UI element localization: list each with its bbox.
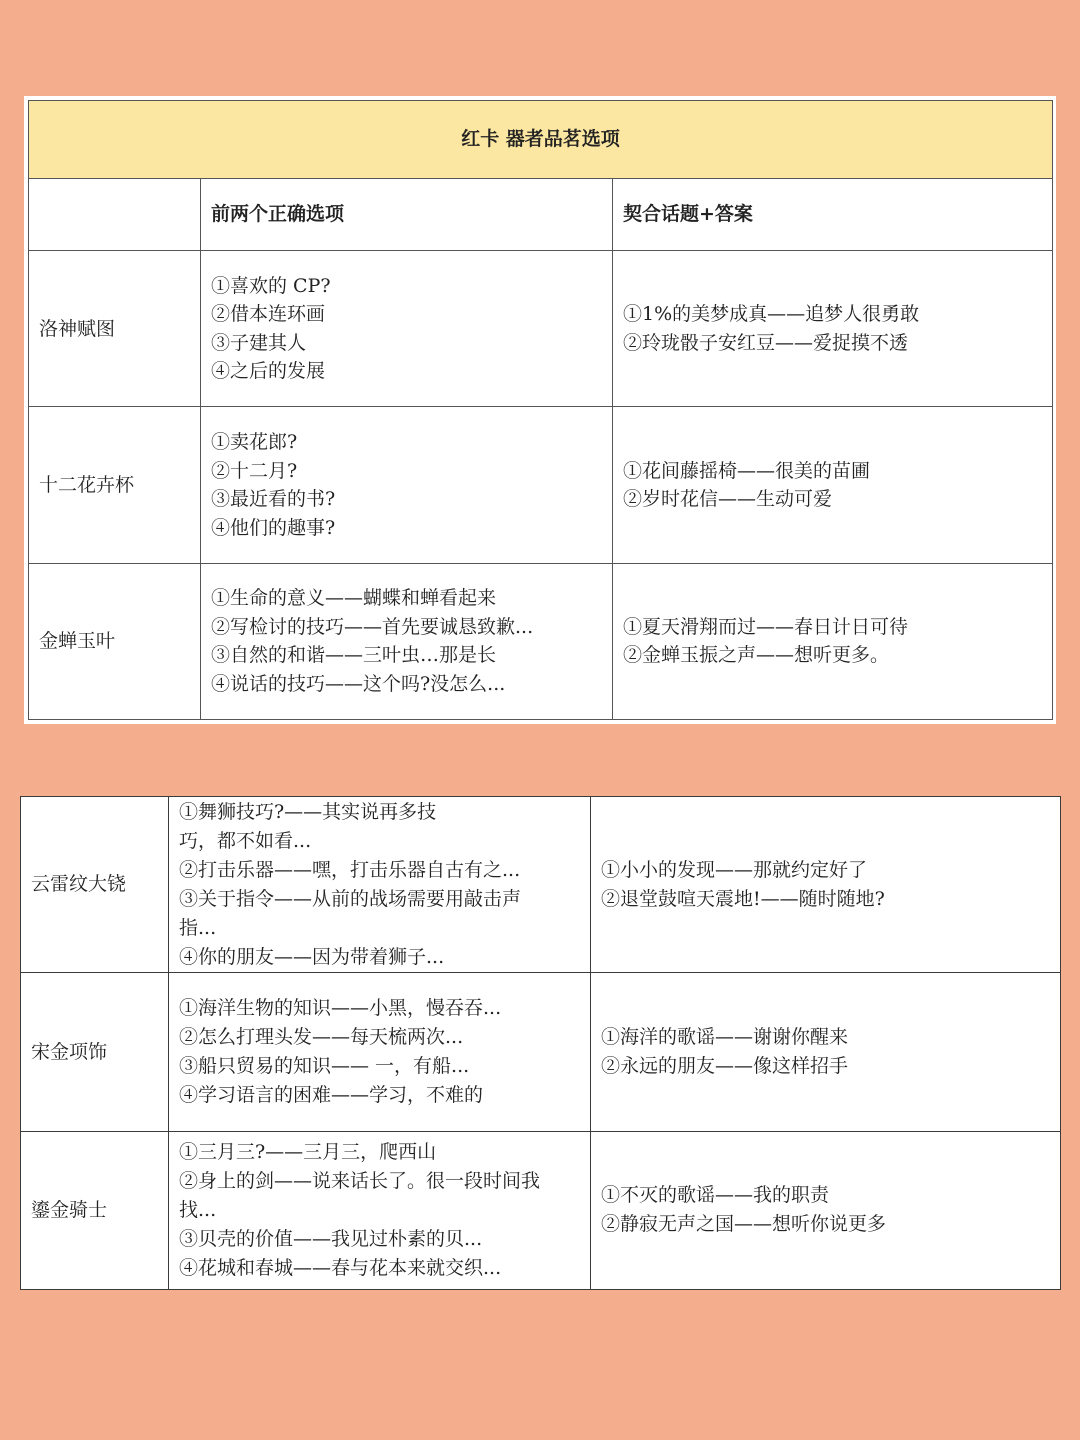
table-title: 红卡 器者品茗选项 bbox=[29, 101, 1053, 179]
header-correct-options: 前两个正确选项 bbox=[201, 179, 613, 251]
option-line: ④说话的技巧——这个吗?没怎么... bbox=[211, 672, 506, 695]
options-cell bbox=[169, 797, 591, 973]
tea-options-table-continued bbox=[20, 796, 1061, 1290]
option-line: ④学习语言的困难——学习，不难的 bbox=[179, 1084, 484, 1106]
option-line: ④花城和春城——春与花本来就交织... bbox=[179, 1256, 502, 1279]
option-line: ②怎么打理头发——每天梳两次... bbox=[179, 1026, 464, 1048]
answer-line: ①不灭的歌谣——我的职责 bbox=[601, 1184, 830, 1207]
header-item-name bbox=[29, 179, 201, 251]
option-line: ③船只贸易的知识—— 一，有船... bbox=[179, 1055, 470, 1077]
answers-cell bbox=[613, 407, 1053, 563]
option-line: ②借本连环画 bbox=[211, 303, 326, 326]
option-line: ①三月三?——三月三，爬西山 bbox=[179, 1140, 437, 1163]
item-name: 洛神赋图 bbox=[29, 251, 201, 407]
options-cell bbox=[169, 1131, 591, 1289]
item-name: 十二花卉杯 bbox=[29, 407, 201, 563]
answer-line: ②永远的朋友——像这样招手 bbox=[601, 1055, 849, 1077]
option-line: ③贝壳的价值——我见过朴素的贝... bbox=[179, 1227, 483, 1250]
header-topic-answer: 契合话题+答案 bbox=[613, 179, 1053, 251]
option-line: ③关于指令——从前的战场需要用敲击声 bbox=[179, 887, 522, 910]
option-line: 找... bbox=[179, 1198, 217, 1221]
answers-cell bbox=[591, 1131, 1061, 1289]
item-name: 宋金项饰 bbox=[21, 973, 169, 1131]
answer-line: ①小小的发现——那就约定好了 bbox=[601, 858, 868, 881]
answer-line: ①夏天滑翔而过——春日计日可待 bbox=[623, 615, 909, 638]
item-name: 金蝉玉叶 bbox=[29, 563, 201, 719]
answer-line: ①1%的美梦成真——追梦人很勇敢 bbox=[623, 303, 920, 326]
answer-line: ②金蝉玉振之声——想听更多。 bbox=[623, 644, 890, 667]
option-line: ①喜欢的 CP? bbox=[211, 274, 331, 297]
answers-cell bbox=[591, 973, 1061, 1131]
option-line: ③自然的和谐——三叶虫…那是长 bbox=[211, 644, 497, 667]
table-row bbox=[29, 251, 1053, 407]
table-header-row bbox=[29, 179, 1053, 251]
answers-cell bbox=[613, 251, 1053, 407]
options-cell bbox=[169, 973, 591, 1131]
bottom-table-card bbox=[20, 796, 1060, 1290]
table-row bbox=[29, 563, 1053, 719]
table-row bbox=[21, 797, 1061, 973]
option-line: ③子建其人 bbox=[211, 331, 307, 354]
option-line: ②身上的剑——说来话长了。很一段时间我 bbox=[179, 1169, 541, 1192]
answers-cell bbox=[613, 563, 1053, 719]
item-name: 云雷纹大铙 bbox=[21, 797, 169, 973]
option-line: ④你的朋友——因为带着狮子... bbox=[179, 945, 445, 968]
top-table-card bbox=[24, 96, 1056, 724]
answer-line: ①海洋的歌谣——谢谢你醒来 bbox=[601, 1026, 849, 1048]
answers-cell bbox=[591, 797, 1061, 973]
option-line: ②打击乐器——嘿，打击乐器自古有之... bbox=[179, 858, 521, 881]
tea-options-table bbox=[28, 100, 1053, 720]
option-line: 巧，都不如看... bbox=[179, 829, 312, 852]
table-row bbox=[21, 973, 1061, 1131]
options-cell bbox=[201, 563, 613, 719]
option-line: ④之后的发展 bbox=[211, 360, 326, 383]
option-line: ③最近看的书? bbox=[211, 488, 336, 511]
option-line: ①卖花郎? bbox=[211, 431, 298, 454]
options-cell bbox=[201, 407, 613, 563]
answer-line: ②静寂无声之国——想听你说更多 bbox=[601, 1213, 887, 1236]
options-cell bbox=[201, 251, 613, 407]
answer-line: ②岁时花信——生动可爱 bbox=[623, 488, 833, 511]
option-line: ①海洋生物的知识——小黑，慢吞吞... bbox=[179, 997, 502, 1019]
table-row bbox=[21, 1131, 1061, 1289]
option-line: ①生命的意义——蝴蝶和蝉看起来 bbox=[211, 587, 497, 610]
answer-line: ②玲珑骰子安红豆——爱捉摸不透 bbox=[623, 331, 909, 354]
option-line: ①舞狮技巧?——其实说再多技 bbox=[179, 800, 437, 823]
option-line: ④他们的趣事? bbox=[211, 516, 336, 539]
table-row bbox=[29, 407, 1053, 563]
answer-line: ①花间藤摇椅——很美的苗圃 bbox=[623, 459, 871, 482]
answer-line: ②退堂鼓喧天震地!——随时随地? bbox=[601, 887, 885, 910]
option-line: 指... bbox=[179, 916, 217, 939]
table-title-row bbox=[29, 101, 1053, 179]
item-name: 鎏金骑士 bbox=[21, 1131, 169, 1289]
option-line: ②十二月? bbox=[211, 459, 298, 482]
option-line: ②写检讨的技巧——首先要诚恳致歉... bbox=[211, 615, 534, 638]
